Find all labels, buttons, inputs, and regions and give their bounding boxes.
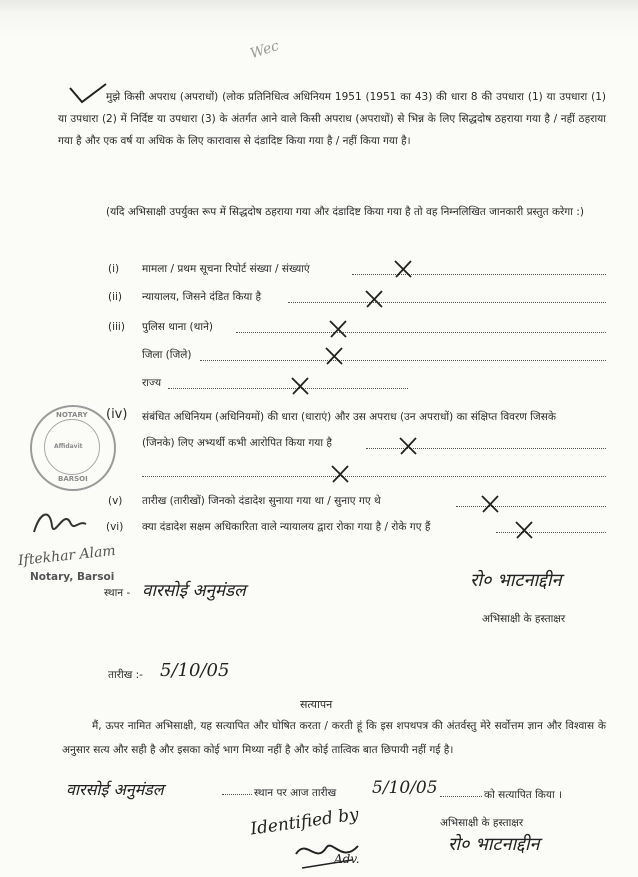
notary-stamp [30, 405, 116, 491]
fill-line [352, 274, 606, 275]
cross-mark-icon [398, 436, 418, 456]
notary-title: Notary, Barsoi [30, 571, 115, 583]
verification-place-suffix: स्थान पर आज तारीख [254, 787, 337, 799]
stamp-middle-text: Affidavit [54, 443, 83, 450]
cross-mark-icon [328, 319, 348, 339]
item-number: (ii) [108, 291, 123, 303]
conviction-paragraph: मुझे किसी अपराध (अपराधों) (लोक प्रतिनिधित्व अधिनियम 1951 (1951 का 43) की धारा 8 की उपधारा (1) या उपधारा (1) या उपधारा (2) में निर्दिष्ट या उपधारा (3) के अंतर्गत आने वाले किसी अपराध (अपराधों) से भिन्न के लिए सिद्धदोष ठहराया गया है / नहीं ठहराया गया है और एक वर्ष या अधिक के लिए कारावास से दंडादिष्ट किया गया है / नहीं किया गया है। [58, 91, 606, 147]
cross-mark-icon [514, 520, 534, 540]
cross-mark-icon [480, 494, 500, 514]
item-label: मामला / प्रथम सूचना रिपोर्ट संख्या / संख्याएं [142, 263, 310, 275]
item-number: (i) [108, 263, 120, 275]
item-label: पुलिस थाना (थाने) [142, 321, 214, 333]
cross-mark-icon [393, 259, 413, 279]
verification-place-value: वारसोई अनुमंडल [66, 780, 164, 799]
item-label: (जिनके) लिए अभ्यर्थी कभी आरोपित किया गया है [142, 437, 332, 449]
fill-line [142, 476, 606, 477]
deponent-handwritten-sign: रो० भाटनाद्दीन [470, 570, 562, 591]
notary-name: Iftekhar Alam [17, 542, 117, 570]
notary-signature-mark [30, 502, 90, 546]
fill-line [496, 532, 606, 533]
place-label: स्थान - [104, 587, 131, 599]
item-label: राज्य [142, 377, 162, 389]
date-label: तारीख :- [108, 669, 143, 681]
verification-signature-label: अभिसाक्षी के हस्ताक्षर [440, 817, 524, 829]
verification-date-value: 5/10/05 [372, 778, 438, 798]
item-label: क्या दंडादेश सक्षम अधिकारिता वाले न्यायालय द्वारा रोका गया है / रोके गए हैं [142, 521, 431, 533]
cross-mark-icon [364, 289, 384, 309]
verification-heading: सत्यापन [300, 698, 333, 711]
place-value: वारसोई अनुमंडल [142, 581, 246, 601]
fill-line [222, 794, 252, 795]
fill-line [236, 332, 606, 333]
verification-date-suffix: को सत्यापित किया । [484, 789, 562, 801]
stamp-bottom-text: BARSOI [58, 475, 88, 483]
fill-line [456, 506, 606, 507]
item-number: (vi) [106, 521, 124, 533]
item-label: संबंधित अधिनियम (अधिनियमों) की धारा (धाराएं) और उस अपराध (उन अपराधों) का संक्षिप्त विवरण जिसके [142, 411, 556, 423]
verification-handwritten-sign: रो० भाटनाद्दीन [448, 834, 540, 855]
page-annotation: Wec [248, 37, 282, 63]
advocate-label: Adv. [334, 852, 360, 866]
cross-mark-icon [324, 346, 344, 366]
fill-line [288, 302, 606, 303]
deponent-signature-label: अभिसाक्षी के हस्ताक्षर [482, 613, 566, 625]
cross-mark-icon [330, 464, 350, 484]
date-value: 5/10/05 [160, 660, 230, 681]
item-number: (v) [108, 495, 123, 507]
fill-line [168, 388, 408, 389]
identified-by-note: Identified by [249, 804, 360, 840]
item-number: (iii) [108, 321, 125, 333]
item-number: (iv) [106, 407, 128, 422]
fill-line [440, 796, 482, 797]
item-label: तारीख (तारीखों) जिनको दंडादेश सुनाया गया था / सुनाए गए थे [142, 495, 381, 507]
cross-mark-icon [290, 376, 310, 396]
stamp-top-text: NOTARY [56, 411, 88, 419]
verification-text: मैं, ऊपर नामित अभिसाक्षी, यह सत्यापित और घोषित करता / करती हूं कि इस शपथपत्र की अंतर्वस्तु मेरे सर्वोत्तम ज्ञान और विश्वास के अनुसार सत्य और सही है और इसका कोई भाग मिथ्या नहीं है और कोई तात्विक बात छिपायी नहीं गई है। [62, 720, 606, 756]
fill-line [200, 360, 606, 361]
item-label: न्यायालय, जिसने दंडित किया है [142, 291, 262, 303]
item-label: जिला (जिले) [142, 349, 192, 361]
instruction-paragraph: (यदि अभिसाक्षी उपर्युक्त रूप में सिद्धदोष ठहराया गया और दंडादिष्ट किया गया है तो वह निम्नलिखित जानकारी प्रस्तुत करेगा :) [106, 206, 584, 218]
